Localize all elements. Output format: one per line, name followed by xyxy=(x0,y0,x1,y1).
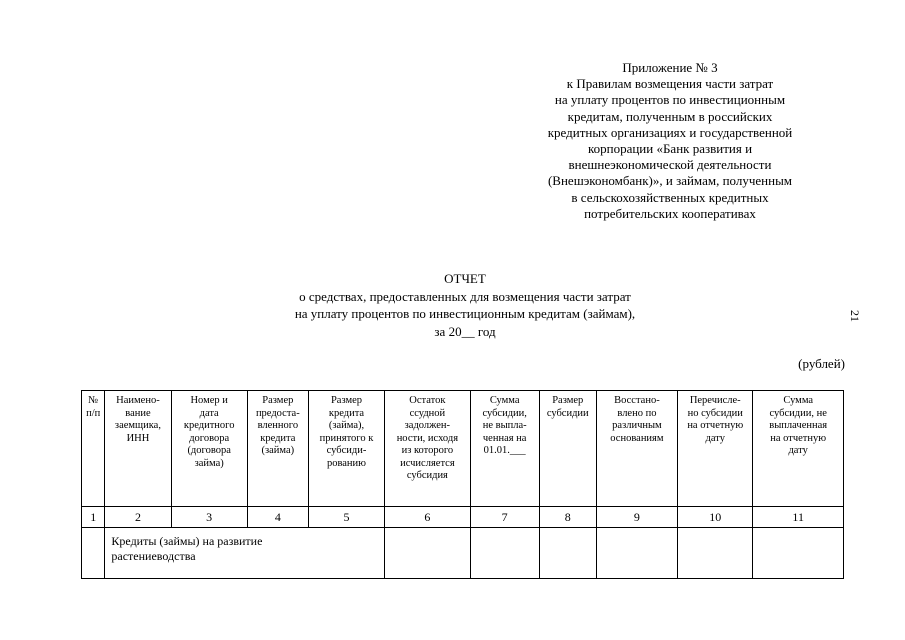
appendix-heading xyxy=(470,60,870,222)
column-header: Размер кредита (займа), принятого к субсиди- рованию xyxy=(308,391,384,507)
appendix-line: кредитных организациях и государственной xyxy=(547,124,793,140)
column-header: Сумма субсидии, не выплаченная на отчетную дату xyxy=(753,391,844,507)
appendix-line: потребительских кооперативах xyxy=(584,205,756,221)
column-header: Остаток ссудной задолжен- ности, исходя из которого исчисляется субсидия xyxy=(385,391,470,507)
column-header: № п/п xyxy=(82,391,105,507)
table-cell xyxy=(539,528,596,579)
column-header: Восстано- влено по различным основаниям xyxy=(596,391,677,507)
appendix-line: корпорации «Банк развития и xyxy=(587,141,753,157)
report-table xyxy=(81,390,844,579)
column-header: Номер и дата кредитного договора (договора займа) xyxy=(171,391,247,507)
appendix-line: на уплату процентов по инвестиционным xyxy=(554,92,786,108)
column-header: Наимено- вание заемщика, ИНН xyxy=(105,391,171,507)
report-heading xyxy=(200,270,730,340)
column-number: 1 xyxy=(82,507,105,528)
table-header-row xyxy=(82,391,844,507)
report-subtitle-line: на уплату процентов по инвестиционным кредитам (займам), xyxy=(294,306,636,321)
table-cell xyxy=(596,528,677,579)
units-label: (рублей) xyxy=(798,356,845,371)
appendix-line: внешнеэкономической деятельности xyxy=(568,157,772,173)
section-row-label: Кредиты (займы) на развитие растениеводства xyxy=(105,528,385,579)
column-header: Размер субсидии xyxy=(539,391,596,507)
column-number: 5 xyxy=(308,507,384,528)
column-number: 8 xyxy=(539,507,596,528)
column-number: 9 xyxy=(596,507,677,528)
appendix-line: Приложение № 3 xyxy=(622,60,718,75)
column-number: 11 xyxy=(753,507,844,528)
table-cell xyxy=(385,528,470,579)
table-cell xyxy=(753,528,844,579)
column-number: 7 xyxy=(470,507,539,528)
appendix-line: (Внешэкономбанк)», и займам, полученным xyxy=(547,173,793,189)
column-number: 10 xyxy=(678,507,753,528)
table-cell xyxy=(470,528,539,579)
column-number: 2 xyxy=(105,507,171,528)
table-cell xyxy=(82,528,105,579)
report-subtitle-line: о средствах, предоставленных для возмещения части затрат xyxy=(299,288,631,304)
table-cell xyxy=(678,528,753,579)
column-number: 3 xyxy=(171,507,247,528)
appendix-line: к Правилам возмещения части затрат xyxy=(566,76,774,92)
column-number-row xyxy=(82,507,844,528)
appendix-line: в сельскохозяйственных кредитных xyxy=(571,189,769,205)
report-title: ОТЧЕТ xyxy=(444,271,486,286)
column-header: Размер предоста- вленного кредита (займа) xyxy=(247,391,308,507)
column-header: Перечисле- но субсидии на отчетную дату xyxy=(678,391,753,507)
column-number: 4 xyxy=(247,507,308,528)
section-row xyxy=(82,528,844,579)
column-header: Сумма субсидии, не выпла- ченная на 01.01.___ xyxy=(470,391,539,507)
page-number: 21 xyxy=(848,310,862,322)
column-number: 6 xyxy=(385,507,470,528)
report-year-line: за 20__ год xyxy=(434,323,496,339)
appendix-line: кредитам, полученным в российских xyxy=(567,108,773,124)
